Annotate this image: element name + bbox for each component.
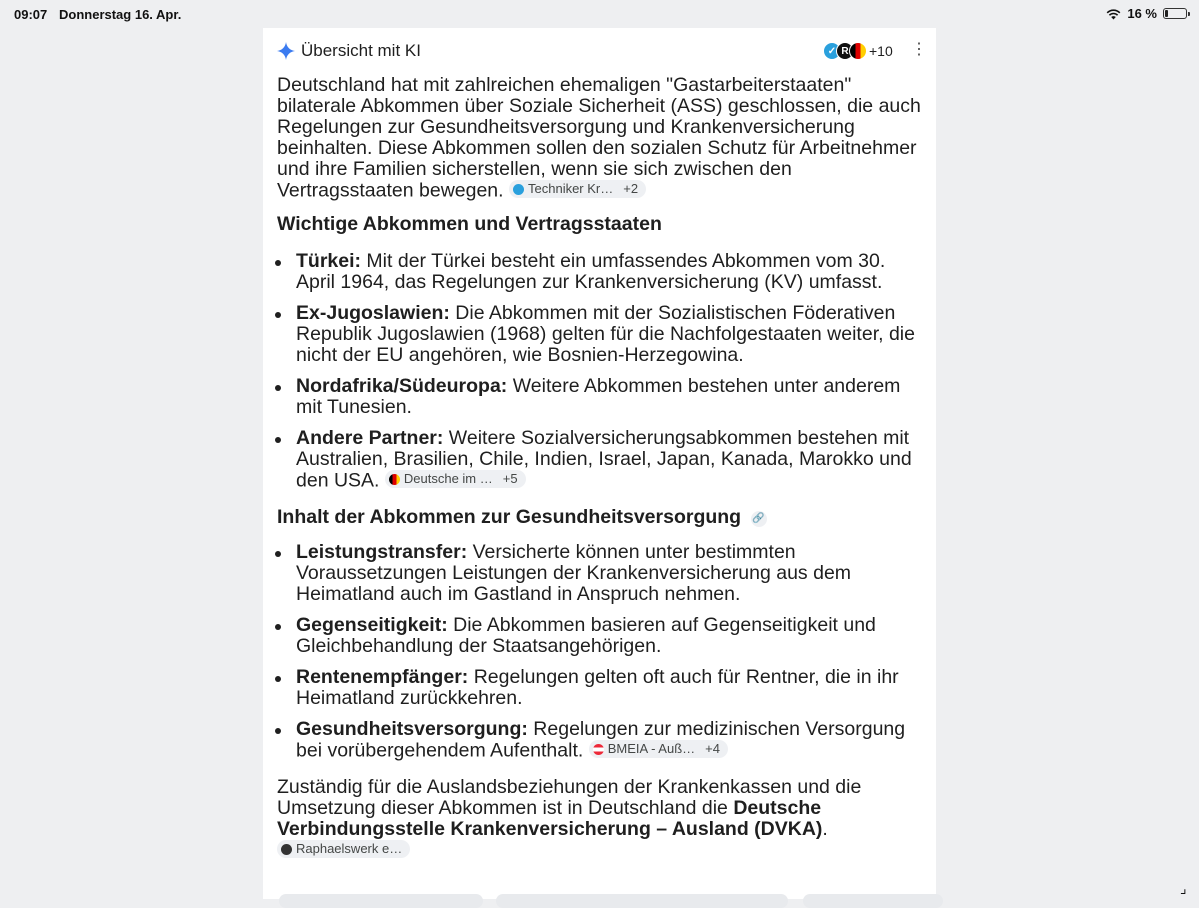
outro-bold: Deutsche Verbindungsstelle Krankenversicherung – Ausland (DVKA): [277, 797, 823, 840]
sources-more-count[interactable]: +10: [869, 43, 893, 59]
item-term: Gegenseitigkeit:: [296, 614, 448, 636]
item-text: Die Abkommen mit der Sozialistischen Föderativen Republik Jugoslawien (1968) gelten für die Nachfolgestaaten weiter, die nicht der EU angehören, wie Bosnien-Herzegowina.: [296, 302, 915, 366]
techniker-logo-icon: [513, 184, 524, 195]
item-term: Ex-Jugoslawien:: [296, 302, 450, 324]
status-bar: [0, 0, 1199, 28]
list-item: [277, 615, 922, 657]
ai-overview-header: [277, 40, 927, 64]
suggestion-pill[interactable]: [279, 894, 483, 908]
link-icon[interactable]: 🔗: [751, 511, 767, 527]
list-item: [277, 667, 922, 709]
item-text: Versicherte können unter bestimmten Voraussetzungen Leistungen der Krankenversicherung aus dem Heimatland auch im Gastland in Anspruch nehmen.: [296, 541, 852, 605]
source-icons[interactable]: [823, 42, 867, 60]
source-icon-flag: [849, 42, 867, 60]
wifi-icon: [1106, 8, 1121, 20]
chip-label: BMEIA - Auß…: [607, 741, 696, 756]
ai-overview-title: Übersicht mit KI: [301, 41, 421, 60]
section-heading-text: Inhalt der Abkommen zur Gesundheitsversorgung: [277, 506, 742, 528]
battery-icon: [1163, 8, 1187, 19]
list-item: [277, 303, 922, 366]
outro-end: .: [822, 818, 828, 840]
suggestion-pill[interactable]: [803, 894, 943, 908]
intro-text: Deutschland hat mit zahlreichen ehemaligen "Gastarbeiterstaaten" bilaterale Abkommen über Soziale Sicherheit (ASS) geschlossen, die auch Regelungen zur Gesundheitsversorgung und Krankenversicherung beinhalten. Diese Abkommen sollen den sozialen Schutz für Arbeitnehmer und ihre Familien sicherstellen, wenn sie sich zwischen den Vertragsstaaten bewegen.: [277, 74, 921, 202]
source-chip-techniker[interactable]: [509, 180, 646, 198]
chip-more: +5: [502, 471, 518, 486]
bottom-suggestion-row: [263, 894, 936, 900]
battery-percent: 16 %: [1127, 6, 1157, 21]
chip-label: Techniker Kr…: [528, 181, 614, 196]
item-text: Weitere Abkommen bestehen unter anderem mit Tunesien.: [296, 375, 901, 418]
agreements-list: [277, 251, 922, 502]
list-item: [277, 251, 922, 293]
chip-label: Deutsche im …: [403, 471, 493, 486]
battery-level: [1165, 10, 1168, 17]
chip-label: Raphaelswerk e…: [296, 841, 403, 856]
section-heading-health: [277, 507, 767, 528]
item-text: Regelungen gelten oft auch für Rentner, die in ihr Heimatland zurückkehren.: [296, 666, 899, 709]
intro-paragraph: [277, 75, 922, 202]
list-item: [277, 719, 922, 762]
section-heading-agreements: Wichtige Abkommen und Vertragsstaaten: [277, 213, 662, 235]
item-term: Nordafrika/Südeuropa:: [296, 375, 508, 397]
chip-more: +4: [705, 741, 720, 756]
health-list: [277, 542, 922, 772]
outro-text: Zuständig für die Auslandsbeziehungen der Krankenkassen und die Umsetzung dieser Abkommen ist in Deutschland die: [277, 776, 862, 819]
austria-flag-icon: [593, 744, 604, 755]
item-text: Weitere Sozialversicherungsabkommen bestehen mit Australien, Brasilien, Chile, Indien, Israel, Japan, Kanada, Marokko und den USA.: [296, 427, 912, 492]
item-term: Rentenempfänger:: [296, 666, 469, 688]
source-icon-tk: ✓: [823, 42, 841, 60]
source-icon-r: R: [836, 42, 854, 60]
item-text: Die Abkommen basieren auf Gegenseitigkeit und Gleichbehandlung der Staatsangehörigen.: [296, 614, 876, 657]
item-text: Mit der Türkei besteht ein umfassendes Abkommen vom 30. April 1964, das Regelungen zur Krankenversicherung (KV) umfasst.: [296, 250, 886, 293]
resize-handle-icon: ⌟: [1180, 880, 1187, 896]
item-term: Türkei:: [296, 250, 362, 272]
status-time: 09:07: [14, 7, 48, 22]
item-term: Leistungstransfer:: [296, 541, 468, 563]
item-term: Gesundheitsversorgung:: [296, 718, 528, 740]
outro-paragraph: [277, 777, 922, 862]
item-term: Andere Partner:: [296, 427, 444, 449]
list-item: [277, 542, 922, 605]
gemini-sparkle-icon: [277, 42, 295, 60]
list-item: [277, 428, 922, 492]
source-chip-bmeia[interactable]: [589, 740, 728, 758]
german-flag-icon: [389, 474, 400, 485]
ai-overview-card: [263, 28, 936, 899]
status-date: Donnerstag 16. Apr.: [59, 7, 182, 22]
source-chip-deutsche-im[interactable]: [385, 470, 526, 488]
item-text: Regelungen zur medizinischen Versorgung bei vorübergehendem Aufenthalt.: [296, 718, 906, 762]
raphaelswerk-logo-icon: [281, 844, 292, 855]
suggestion-pill[interactable]: [496, 894, 788, 908]
more-options-icon[interactable]: ⋮: [911, 41, 927, 58]
list-item: [277, 376, 922, 418]
source-chip-raphaelswerk[interactable]: [277, 840, 410, 858]
chip-more: +2: [623, 181, 639, 196]
